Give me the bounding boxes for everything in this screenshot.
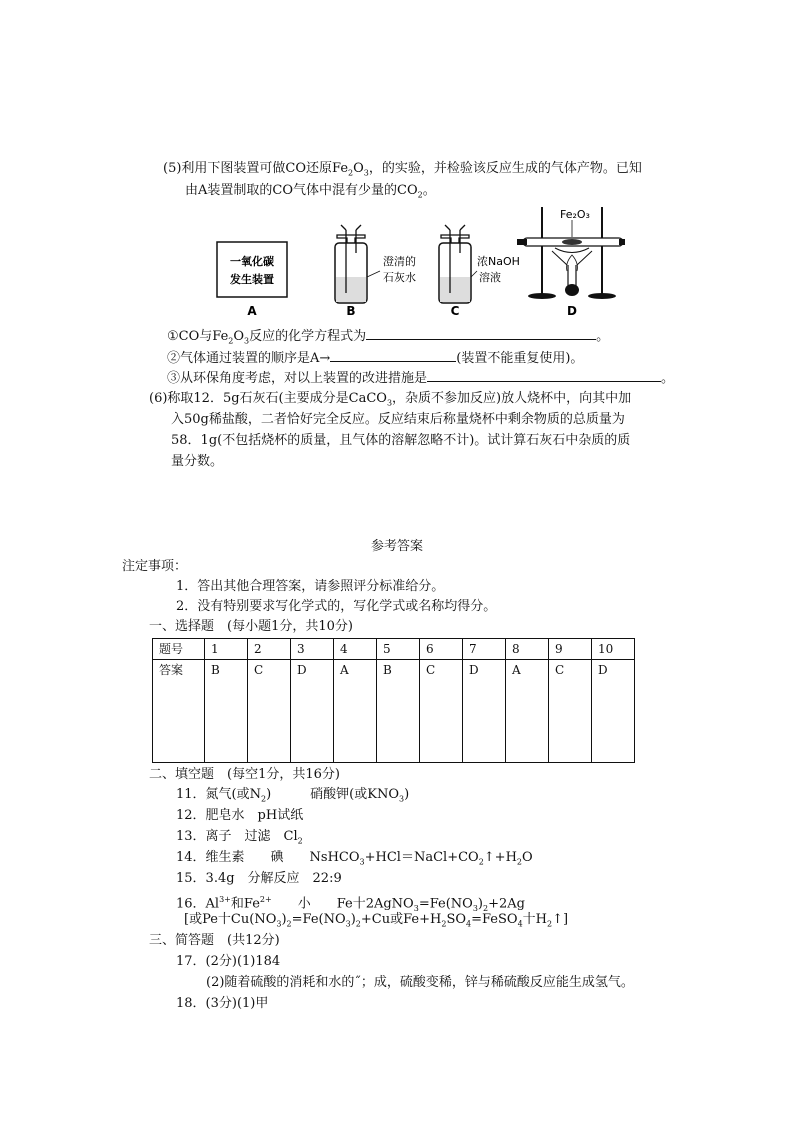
apparatus-diagram bbox=[205, 205, 625, 317]
answer-16-alt: [或Pe十$Cu(NO_3)_2=Fe(NO_3)_2+Cu$或$Fe+H_2SO_4=FeSO_4$十$H_2↑$] bbox=[184, 912, 569, 929]
q5-intro-line1: (5)利用下图装置可做CO还原$Fe_2O_3$，的实验，并检验该反应生成的气体产物。已知 bbox=[163, 161, 642, 178]
table-cell: C bbox=[549, 660, 592, 763]
table-cell: 3 bbox=[291, 639, 334, 660]
table-cell: A bbox=[334, 660, 377, 763]
section-3-title: 三、简答题 (共12分) bbox=[149, 933, 280, 948]
note-2: 2．没有特别要求写化学式的，写化学式或名称均得分。 bbox=[176, 599, 497, 614]
answer-12: 12．肥皂水 pH试纸 bbox=[176, 808, 304, 823]
answer-blank-3[interactable] bbox=[427, 368, 661, 382]
table-cell: B bbox=[377, 660, 420, 763]
answer-17-1: 17．(2分)(1)184 bbox=[176, 954, 281, 969]
q6-line3: 58．1g(不包括烧杯的质量，且气体的溶解忽略不计)。试计算石灰石中杂质的质 bbox=[171, 433, 631, 448]
table-cell: 5 bbox=[377, 639, 420, 660]
device-c-text1: 浓NaOH bbox=[477, 255, 520, 268]
answer-18: 18．(3分)(1)甲 bbox=[176, 996, 269, 1011]
table-cell: 8 bbox=[506, 639, 549, 660]
section-2-title: 二、填空题 (每空1分，共16分) bbox=[149, 767, 340, 782]
table-cell: 1 bbox=[205, 639, 248, 660]
q5-sub3: ③从环保角度考虑，对以上装置的改进措施是 。 bbox=[167, 368, 674, 389]
device-a-text1: 一氧化碳 bbox=[230, 255, 274, 268]
answer-14: 14．维生素 碘 $NsHCO_3+HCl=NaCl+CO_2↑+H_2O$ bbox=[176, 850, 533, 867]
label-d: D bbox=[567, 304, 577, 317]
table-cell: 6 bbox=[420, 639, 463, 660]
table-row-answers bbox=[153, 660, 635, 763]
label-c: C bbox=[450, 304, 460, 317]
table-cell: 7 bbox=[463, 639, 506, 660]
answer-16: 16．$Al^{3+}$和$Fe^{2+}$ 小 Fe十$2AgNO_3=Fe(NO_3)_2+2Ag$ bbox=[176, 895, 525, 913]
table-cell: 4 bbox=[334, 639, 377, 660]
q5-sub1: ①CO与$Fe_2O_3$反应的化学方程式为 。 bbox=[167, 326, 609, 352]
device-b-bottle bbox=[335, 225, 380, 303]
answer-blank-2[interactable] bbox=[330, 348, 456, 362]
table-cell: D bbox=[291, 660, 334, 763]
table-cell: 10 bbox=[592, 639, 635, 660]
section-1-title: 一、选择题 (每小题1分，共10分) bbox=[149, 619, 353, 634]
notes-title: 注定事项： bbox=[122, 559, 188, 574]
q5-intro-line2: 由A装置制取的CO气体中混有少量的$CO_2$。 bbox=[185, 183, 436, 200]
answer-blank-1[interactable] bbox=[366, 326, 596, 340]
q6-line4: 量分数。 bbox=[171, 454, 224, 469]
answer-13: 13．离子 过滤 $Cl_2$ bbox=[176, 829, 303, 846]
table-row-numbers bbox=[153, 639, 635, 660]
answer-11: 11．氮气(或$N_2$) 硝酸钾(或$KNO_3$) bbox=[176, 787, 410, 804]
answer-17-2: (2)随着硫酸的消耗和水的˝；成，硫酸变稀，锌与稀硫酸反应能生成氢气。 bbox=[206, 975, 634, 990]
answer-table bbox=[152, 638, 635, 763]
q6-line2: 入50g稀盐酸，二者恰好完全反应。反应结束后称量烧杯中剩余物质的总质量为 bbox=[171, 412, 625, 427]
label-a: A bbox=[247, 304, 257, 317]
label-b: B bbox=[346, 304, 356, 317]
q5-sub2: ②气体通过装置的顺序是A→ (装置不能重复使用)。 bbox=[167, 348, 583, 369]
table-cell: A bbox=[506, 660, 549, 763]
table-cell: B bbox=[205, 660, 248, 763]
note-1: 1．答出其他合理答案，请参照评分标准给分。 bbox=[176, 579, 445, 594]
table-cell: D bbox=[592, 660, 635, 763]
device-b-text1: 澄清的 bbox=[383, 255, 416, 268]
table-cell: 9 bbox=[549, 639, 592, 660]
table-cell: D bbox=[463, 660, 506, 763]
device-a-box bbox=[217, 242, 287, 297]
table-cell: C bbox=[248, 660, 291, 763]
device-d-text: Fe₂O₃ bbox=[560, 208, 590, 221]
table-header-answer: 答案 bbox=[153, 660, 205, 763]
device-b-text2: 石灰水 bbox=[383, 271, 416, 284]
table-header-number: 题号 bbox=[153, 639, 205, 660]
device-c-bottle bbox=[439, 225, 477, 303]
table-cell: 2 bbox=[248, 639, 291, 660]
answer-15: 15．3.4g 分解反应 22:9 bbox=[176, 871, 342, 886]
device-c-text2: 溶液 bbox=[479, 271, 501, 284]
answers-title: 参考答案 bbox=[370, 539, 423, 554]
device-a-text2: 发生装置 bbox=[230, 273, 274, 286]
q6-line1: (6)称取12．5g石灰石(主要成分是CaCO$_3$，杂质不参加反应)放人烧杯中，向其中加 bbox=[149, 391, 632, 408]
table-cell: C bbox=[420, 660, 463, 763]
